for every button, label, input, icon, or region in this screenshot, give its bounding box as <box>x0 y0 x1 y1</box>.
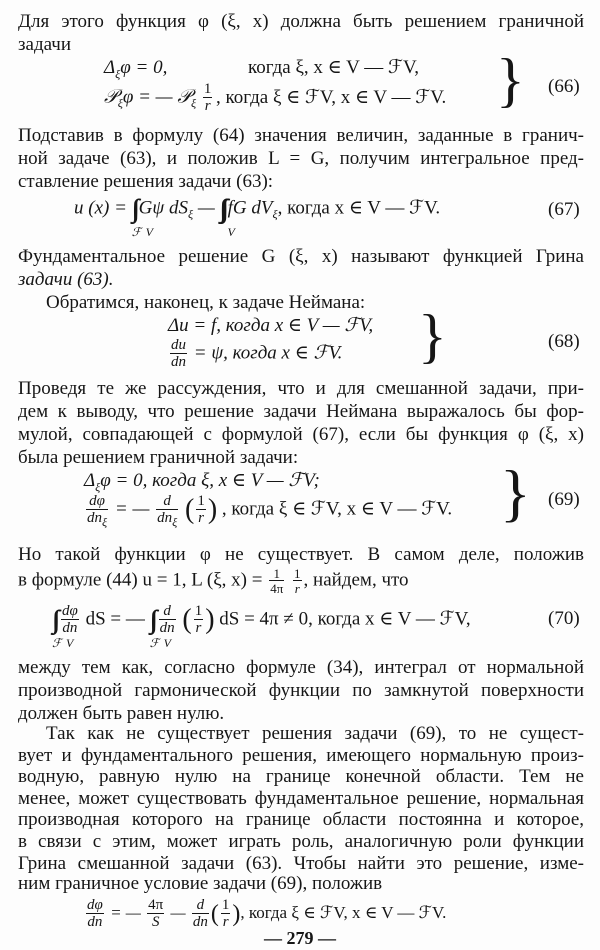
right-brace: } <box>496 47 525 113</box>
equation-68-row-2: $\frac{du}{dn}$ = ψ, когда x ∈ ℱV. <box>171 337 343 370</box>
equation-66-row-2: 𝒫$_\xi$φ = — 𝒫$_\xi$ $\frac{1}{r}$ <box>104 81 212 114</box>
equation-number: (69) <box>548 489 580 510</box>
equation-number: (66) <box>548 76 580 97</box>
equation-67: u (x) = ∫∫ ℱ V Gψ $dS_\xi$ — ∫∫∫ V fG $dV_\xi$, когда x ∈ V — ℱV. <box>74 194 441 239</box>
text-line: производной гармонической функции по замкнутой поверхности <box>18 680 584 701</box>
equation-number: (68) <box>548 331 580 352</box>
text-line: задачи <box>18 34 72 55</box>
text-line: задачи (63). <box>18 269 114 290</box>
text-line: дем к выводу, что решение задачи Неймана выражалось бы фор- <box>18 401 584 422</box>
text-line: ним граничное условие задачи (69), положив <box>18 873 383 895</box>
equation-69-row-1: $\Delta_\xi\varphi = 0$, когда ξ, x ∈ V — ℱV; <box>84 470 320 494</box>
equation-number: (70) <box>548 608 580 629</box>
equation-66-row-2-condition: , когда ξ ∈ ℱV, x ∈ V — ℱV. <box>216 87 447 108</box>
text-line: Подставив в формулу (64) значения величин, заданные в гранич- <box>18 125 584 146</box>
text-line: водную, равную нулю на границе конечной области. Тем не <box>18 766 584 788</box>
double-integral-symbol: ∫∫ ℱ V <box>149 605 171 650</box>
equation-70: ∫∫ ℱ V $\frac{d\varphi}{dn}$ dS = — ∫∫ ℱ V $\frac{d}{dn}$ ( $\frac{1}{r}$ ) dS = 4π ≠ 0, когда x ∈ V — ℱV, <box>52 603 471 650</box>
text-line: менее, может существовать фундаментальное решение, нормальная <box>18 787 584 809</box>
text-line: Для этого функция φ (ξ, x) должна быть решением граничной <box>18 11 584 32</box>
right-brace: } <box>418 303 447 369</box>
text-line: мулой, совпадающей с формулой (67), если бы функция φ (ξ, x) <box>18 424 584 445</box>
text-line: Проведя те же рассуждения, что и для смешанной задачи, при- <box>18 378 584 399</box>
double-integral-symbol: ∫∫ ℱ V <box>52 605 74 650</box>
text-line: ной задаче (63), и положив L = G, получим интегральное пред- <box>18 148 584 169</box>
text-line: в формуле (44) u = 1, L (ξ, x) = $\frac{1}{4\pi}$ $\frac{1}{r}$ , найдем, что <box>18 566 409 596</box>
text-line: должен быть равен нулю. <box>18 703 225 724</box>
double-integral-symbol: ∫∫ ℱ V <box>131 194 154 239</box>
text-line: Но такой функции φ не существует. В самом деле, положив <box>18 544 584 565</box>
page-number: — 279 — <box>264 928 336 948</box>
text-line: производная которого на границе области постоянна и которое, <box>18 809 584 831</box>
equation-final: $\frac{d\varphi}{dn}$ = — $\frac{4\pi}{S}$ — $\frac{d}{dn}$ ( $\frac{1}{r}$ ), когда ξ ∈ ℱV, x ∈ V — ℱV. <box>87 897 447 930</box>
text-line: Грина смешанной задачи (63). Чтобы найти это решение, изме- <box>18 852 584 874</box>
text-line: вует и фундаментального решения, имеющего нормальную произ- <box>18 744 584 766</box>
text-line: Фундаментальное решение G (ξ, x) называют функцией Грина <box>18 246 584 267</box>
text-line: Так как не существует решения задачи (69), то не сущест- <box>46 723 584 744</box>
text-line: Обратимся, наконец, к задаче Неймана: <box>46 292 366 313</box>
equation-number: (67) <box>548 199 580 220</box>
equation-66-row-1: $\Delta_\xi\varphi = 0$, <box>104 57 168 81</box>
text-line: была решением граничной задачи: <box>18 447 299 468</box>
equation-68-row-1: Δu = f, когда x ∈ V — ℱV, <box>168 315 374 336</box>
text-line: ставление решения задачи (63): <box>18 171 274 192</box>
equation-66-row-1-condition: когда ξ, x ∈ V — ℱV, <box>248 57 419 78</box>
text-line: в связи с этим, может играть роль, аналогичную роли функции <box>18 831 584 852</box>
triple-integral-symbol: ∫∫∫ V <box>219 194 235 239</box>
equation-69-row-2: $\frac{d\varphi}{dn_\xi}$ = — $\frac{d}{dn_\xi}$ ( $\frac{1}{r}$ ) , когда ξ ∈ ℱV, x ∈ V — ℱV. <box>87 493 453 529</box>
text-line: между тем как, согласно формуле (34), интеграл от нормальной <box>18 657 584 678</box>
right-brace: } <box>500 457 531 528</box>
